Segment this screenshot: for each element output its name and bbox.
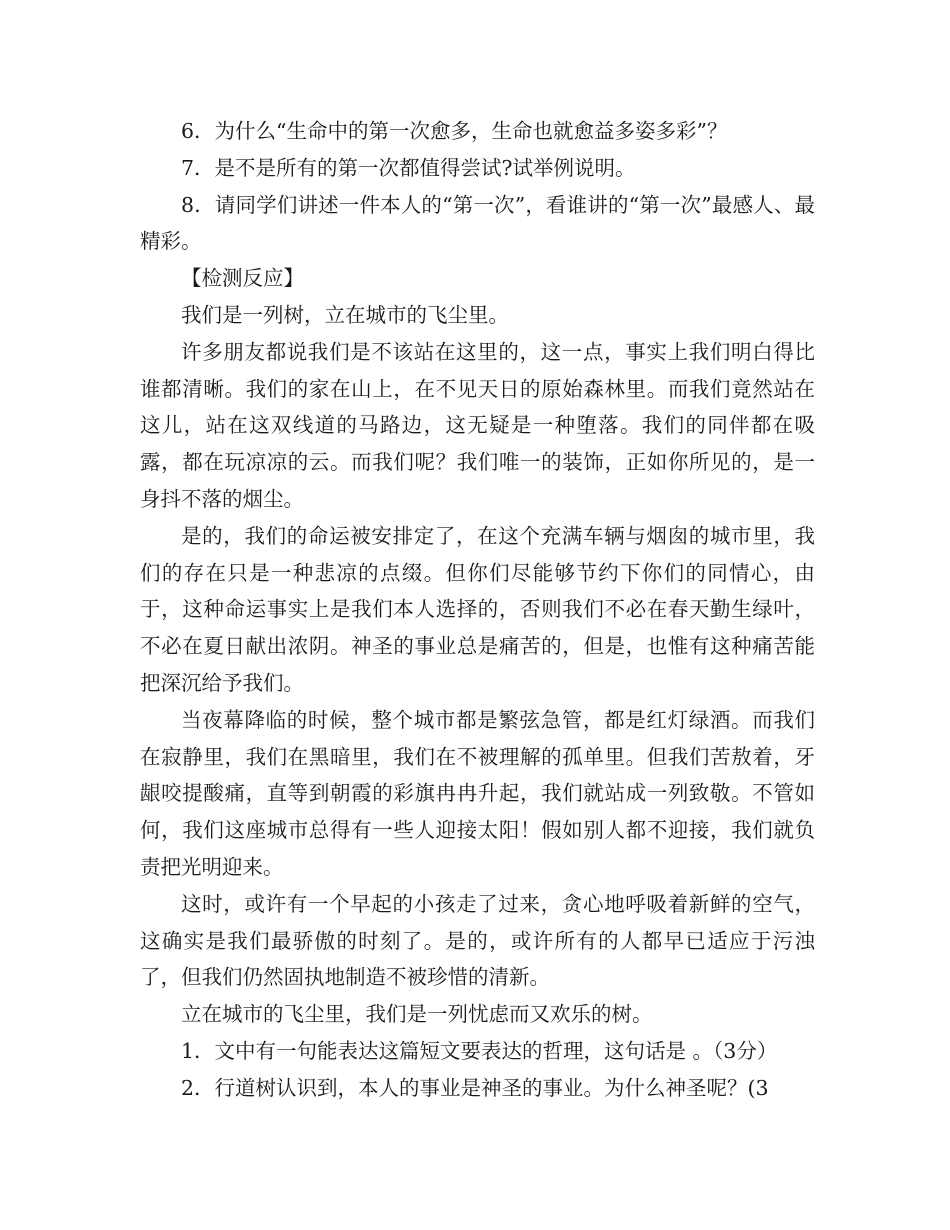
passage-paragraph: 这时，或许有一个早起的小孩走了过来，贪心地呼吸着新鲜的空气，这确实是我们最骄傲的时刻了。是的，或许所有的人都早已适应于污浊了，但我们仍然固执地制造不被珍惜的清新。 xyxy=(140,891,815,990)
question-2: 2．行道树认识到，本人的事业是神圣的事业。为什么神圣呢？(3 xyxy=(181,1075,769,1100)
passage-paragraph: 许多朋友都说我们是不该站在这里的，这一点，事实上我们明白得比谁都清晰。我们的家在山上，在不见天日的原始森林里。而我们竟然站在这儿，站在这双线道的马路边，这无疑是一种堕落。我们的同伴都在吸露，都在玩凉凉的云。而我们呢？我们唯一的装饰，正如你所见的，是一身抖不落的烟尘。 xyxy=(140,339,815,511)
question-1: 1．文中有一句能表达这篇短文要表达的哲理，这句话是 。（3分） xyxy=(181,1038,778,1063)
passage-paragraph: 立在城市的飞尘里，我们是一列忧虑而又欢乐的树。 xyxy=(181,1002,653,1027)
question-6: 6．为什么“生命中的第一次愈多，生命也就愈益多姿多彩”？ xyxy=(181,119,728,143)
question-8: 8．请同学们讲述一件本人的“第一次”，看谁讲的“第一次”最感人、最精彩。 xyxy=(140,192,815,254)
question-7: 7．是不是所有的第一次都值得尝试?试举例说明。 xyxy=(181,155,636,180)
passage-paragraph: 我们是一列树，立在城市的飞尘里。 xyxy=(181,302,509,327)
passage-paragraph: 是的，我们的命运被安排定了，在这个充满车辆与烟囱的城市里，我们的存在只是一种悲凉的点缀。但你们尽能够节约下你们的同情心，由于，这种命运事实上是我们本人选择的，否则我们不必在春天勤生绿叶，不必在夏日献出浓阴。神圣的事业总是痛苦的，但是，也惟有这种痛苦能把深沉给予我们。 xyxy=(140,523,815,695)
passage-paragraph: 当夜幕降临的时候，整个城市都是繁弦急管，都是红灯绿酒。而我们在寂静里，我们在黑暗里，我们在不被理解的孤单里。但我们苦敖着，牙龈咬提酸痛，直等到朝霞的彩旗冉冉升起，我们就站成一列致敬。不管如何，我们这座城市总得有一些人迎接太阳！假如别人都不迎接，我们就负责把光明迎来。 xyxy=(140,707,815,879)
document-body xyxy=(140,113,815,1107)
section-heading: 【检测反应】 xyxy=(181,266,304,291)
